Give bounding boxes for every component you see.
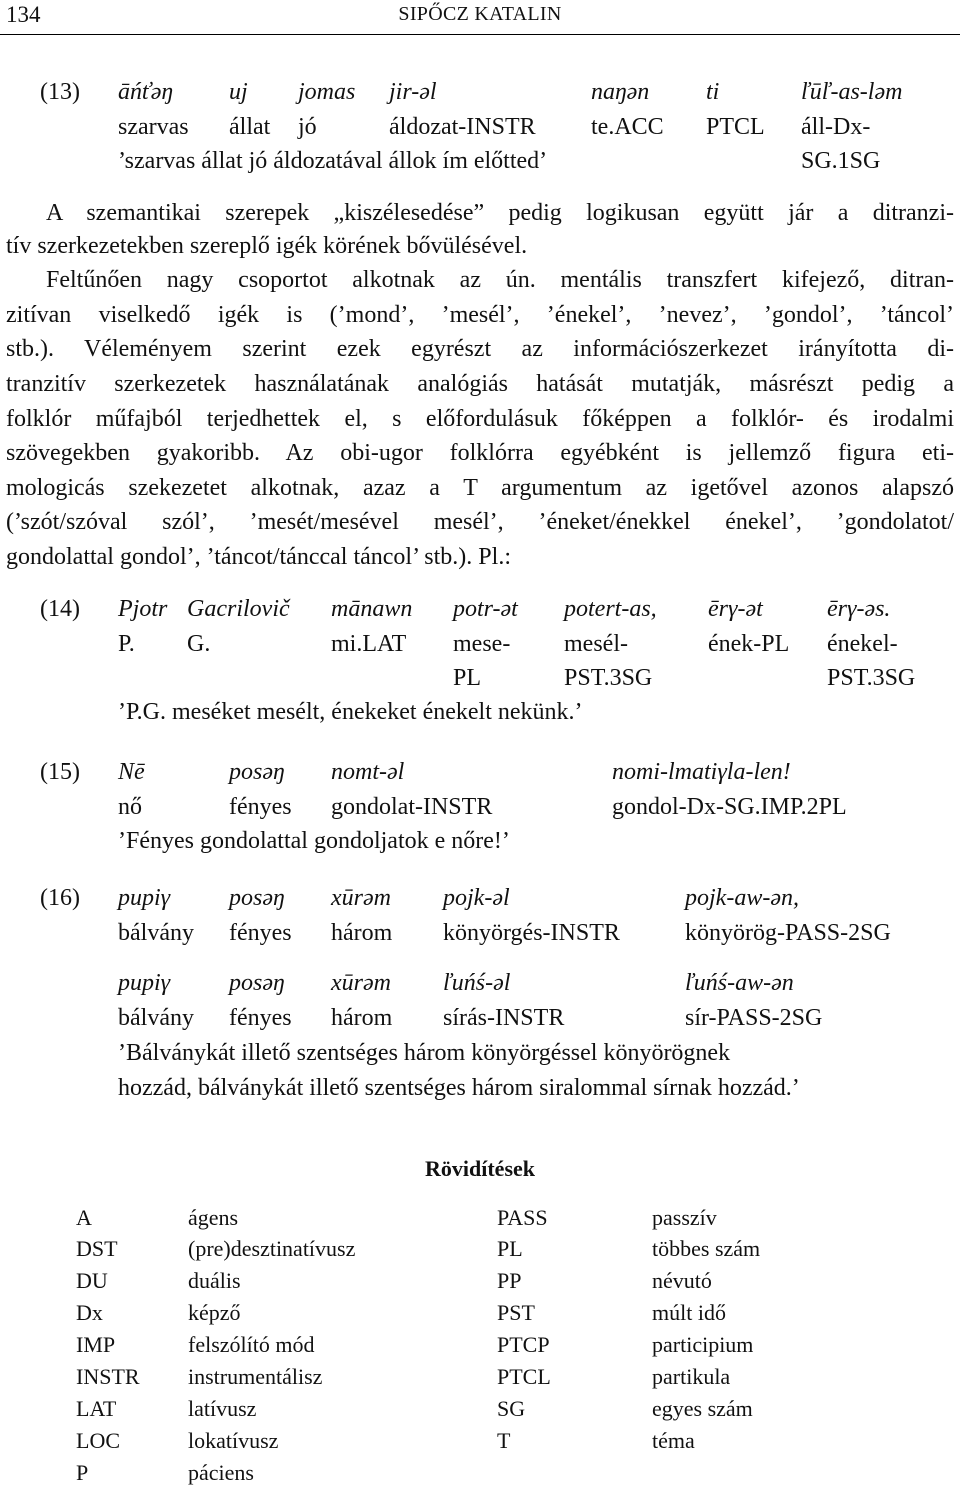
source-word: Pjotr	[118, 596, 168, 622]
gloss-word: szarvas	[118, 114, 189, 140]
gloss-word: P.	[118, 631, 135, 657]
gloss-word: fényes	[229, 920, 292, 946]
source-word: xūrəm	[331, 970, 391, 996]
example-number: (16)	[40, 885, 80, 911]
gloss-word: sír-PASS-2SG	[685, 1005, 823, 1031]
source-word: jomas	[298, 79, 356, 105]
abbr-meaning: (pre)desztinatívusz	[188, 1236, 356, 1261]
gloss-word: PTCL	[706, 114, 765, 140]
gloss-word: gondol-Dx-SG.IMP.2PL	[612, 794, 847, 820]
source-word: mānawn	[331, 596, 413, 622]
source-word: posəŋ	[229, 970, 285, 996]
abbr-code: SG	[497, 1396, 526, 1421]
gloss-word: bálvány	[118, 1005, 194, 1031]
abbr-code: LAT	[76, 1396, 117, 1421]
gloss-word: te.ACC	[591, 114, 664, 140]
gloss-word: három	[331, 1005, 393, 1031]
abbr-code: P	[76, 1460, 89, 1485]
source-word: nomt-əl	[331, 759, 405, 785]
free-translation: ’Fényes gondolattal gondoljatok e nőre!’	[118, 828, 510, 854]
free-translation: ’Bálványkát illető szentséges három könyörgéssel könyörögnek	[118, 1040, 731, 1066]
source-word: Gacrilovič	[187, 596, 290, 622]
source-word: pupiγ	[118, 970, 171, 996]
paragraph-line: mologicás szekezetet alkotnak, azaz a T argumentum az igetővel azonos alapszó	[6, 475, 954, 501]
abbr-code: A	[76, 1205, 92, 1230]
example-number: (13)	[40, 79, 80, 105]
gloss-word: áldozat-INSTR	[389, 114, 536, 140]
gloss-word: jó	[298, 114, 317, 140]
gloss-word: mi.LAT	[331, 631, 407, 657]
abbr-meaning: páciens	[188, 1460, 254, 1485]
abbr-meaning: ágens	[188, 1205, 239, 1230]
abbr-meaning: többes szám	[652, 1236, 761, 1261]
gloss-word-continued: PST.3SG	[827, 665, 916, 691]
gloss-word: gondolat-INSTR	[331, 794, 493, 820]
gloss-word: mese-	[453, 631, 511, 657]
gloss-word: nő	[118, 794, 142, 820]
gloss-word: három	[331, 920, 393, 946]
gloss-word: állat	[229, 114, 271, 140]
abbr-code: T	[497, 1428, 511, 1453]
free-translation: ’szarvas állat jó áldozatával állok ím előtted’	[118, 148, 548, 174]
source-word: pojk-əl	[443, 885, 510, 911]
source-word: potert-as,	[564, 596, 657, 622]
gloss-word-continued: SG.1SG	[801, 148, 881, 174]
gloss-word-continued: PL	[453, 665, 482, 691]
abbr-meaning: múlt idő	[652, 1300, 726, 1325]
gloss-word: énekel-	[827, 631, 898, 657]
example-number: (14)	[40, 596, 80, 622]
abbr-code: PTCP	[497, 1332, 550, 1357]
author-name: SIPŐCZ KATALIN	[398, 3, 562, 25]
gloss-word-continued: PST.3SG	[564, 665, 653, 691]
free-translation: hozzád, bálványkát illető szentséges három siralommal sírnak hozzád.’	[118, 1075, 800, 1101]
source-word: pupiγ	[118, 885, 171, 911]
example-number: (15)	[40, 759, 80, 785]
abbr-meaning: duális	[188, 1268, 241, 1293]
abbr-code: PL	[497, 1236, 523, 1261]
paragraph-line: (’szót/szóval szól’, ’mesét/mesével mesél’, ’éneket/énekkel énekel’, ’gondolatot/	[6, 509, 954, 535]
abbr-code: Dx	[76, 1300, 103, 1325]
gloss-word: ének-PL	[708, 631, 790, 657]
abbr-code: INSTR	[76, 1364, 140, 1389]
abbr-meaning: névutó	[652, 1268, 712, 1293]
source-word: ērγ-ət	[708, 596, 763, 622]
abbr-meaning: participium	[652, 1332, 754, 1357]
abbr-code: PASS	[497, 1205, 548, 1230]
abbr-code: DU	[76, 1268, 108, 1293]
source-word: āńťəŋ	[118, 79, 173, 105]
paragraph-line: tranzitív szerkezetek használatának analógiás hatását mutatják, másrészt pedig a	[6, 371, 954, 397]
paragraph-line: A szemantikai szerepek „kiszélesedése” pedig logikusan együtt jár a ditranzi-	[46, 200, 954, 226]
gloss-word: sírás-INSTR	[443, 1005, 565, 1031]
source-word: posəŋ	[229, 759, 285, 785]
source-word: uj	[229, 79, 248, 105]
abbr-meaning: egyes szám	[652, 1396, 753, 1421]
gloss-word: könyörgés-INSTR	[443, 920, 620, 946]
source-word: ľūľ-as-ləm	[801, 79, 903, 105]
source-word: nomi-lmatiγla-len!	[612, 759, 791, 785]
gloss-word: bálvány	[118, 920, 194, 946]
paragraph-line: gondolattal gondol’, ’táncot/tánccal táncol’ stb.). Pl.:	[6, 544, 511, 570]
abbr-meaning: partikula	[652, 1364, 731, 1389]
paragraph-line: zitívan viselkedő igék is (’mond’, ’mesél’, ’énekel’, ’nevez’, ’gondol’, ’táncol’	[6, 302, 954, 328]
abbr-code: IMP	[76, 1332, 116, 1357]
gloss-word: fényes	[229, 1005, 292, 1031]
abbr-meaning: felszólító mód	[188, 1332, 315, 1357]
running-head	[0, 0, 960, 35]
source-word: potr-ət	[453, 596, 518, 622]
source-word: ľuńś-əl	[443, 970, 511, 996]
source-word: posəŋ	[229, 885, 285, 911]
abbr-meaning: latívusz	[188, 1396, 257, 1421]
paragraph-line: tív szerkezetekben szereplő igék körének bővülésével.	[6, 233, 528, 259]
source-word: xūrəm	[331, 885, 391, 911]
source-word: naŋən	[591, 79, 650, 105]
paragraph-line: Feltűnően nagy csoportot alkotnak az ún. mentális transzfert kifejező, ditran-	[46, 267, 954, 293]
abbr-meaning: instrumentálisz	[188, 1364, 323, 1389]
abbr-meaning: téma	[652, 1428, 695, 1453]
abbr-meaning: képző	[188, 1300, 241, 1325]
paragraph-line: folklór műfajból terjedhettek el, s előfordulásuk főképpen a folklór- és irodalmi	[6, 406, 954, 432]
source-word: ľuńś-aw-ən	[685, 970, 794, 996]
source-word: jir-əl	[389, 79, 437, 105]
abbr-code: PTCL	[497, 1364, 551, 1389]
page-number: 134	[6, 2, 41, 27]
abbr-meaning: passzív	[652, 1205, 717, 1230]
source-word: ti	[706, 79, 720, 105]
source-word: ērγ-əs.	[827, 596, 891, 622]
abbr-code: LOC	[76, 1428, 120, 1453]
source-word: Nē	[118, 759, 145, 785]
gloss-word: fényes	[229, 794, 292, 820]
free-translation: ’P.G. meséket mesélt, énekeket énekelt nekünk.’	[118, 699, 583, 725]
abbreviations-title: Rövidítések	[425, 1156, 535, 1181]
paragraph-line: stb.). Véleményem szerint ezek egyrészt az információszerkezet irányította di-	[6, 336, 954, 362]
source-word: pojk-aw-ən,	[685, 885, 799, 911]
paragraph-line: szövegekben gyakoribb. Az obi-ugor folklórra egyébként is jellemző figura eti-	[6, 440, 954, 466]
abbr-code: DST	[76, 1236, 118, 1261]
gloss-word: G.	[187, 631, 211, 657]
abbr-code: PST	[497, 1300, 535, 1325]
gloss-word: könyörög-PASS-2SG	[685, 920, 891, 946]
gloss-word: áll-Dx-	[801, 114, 871, 140]
abbr-meaning: lokatívusz	[188, 1428, 279, 1453]
gloss-word: mesél-	[564, 631, 628, 657]
abbr-code: PP	[497, 1268, 522, 1293]
